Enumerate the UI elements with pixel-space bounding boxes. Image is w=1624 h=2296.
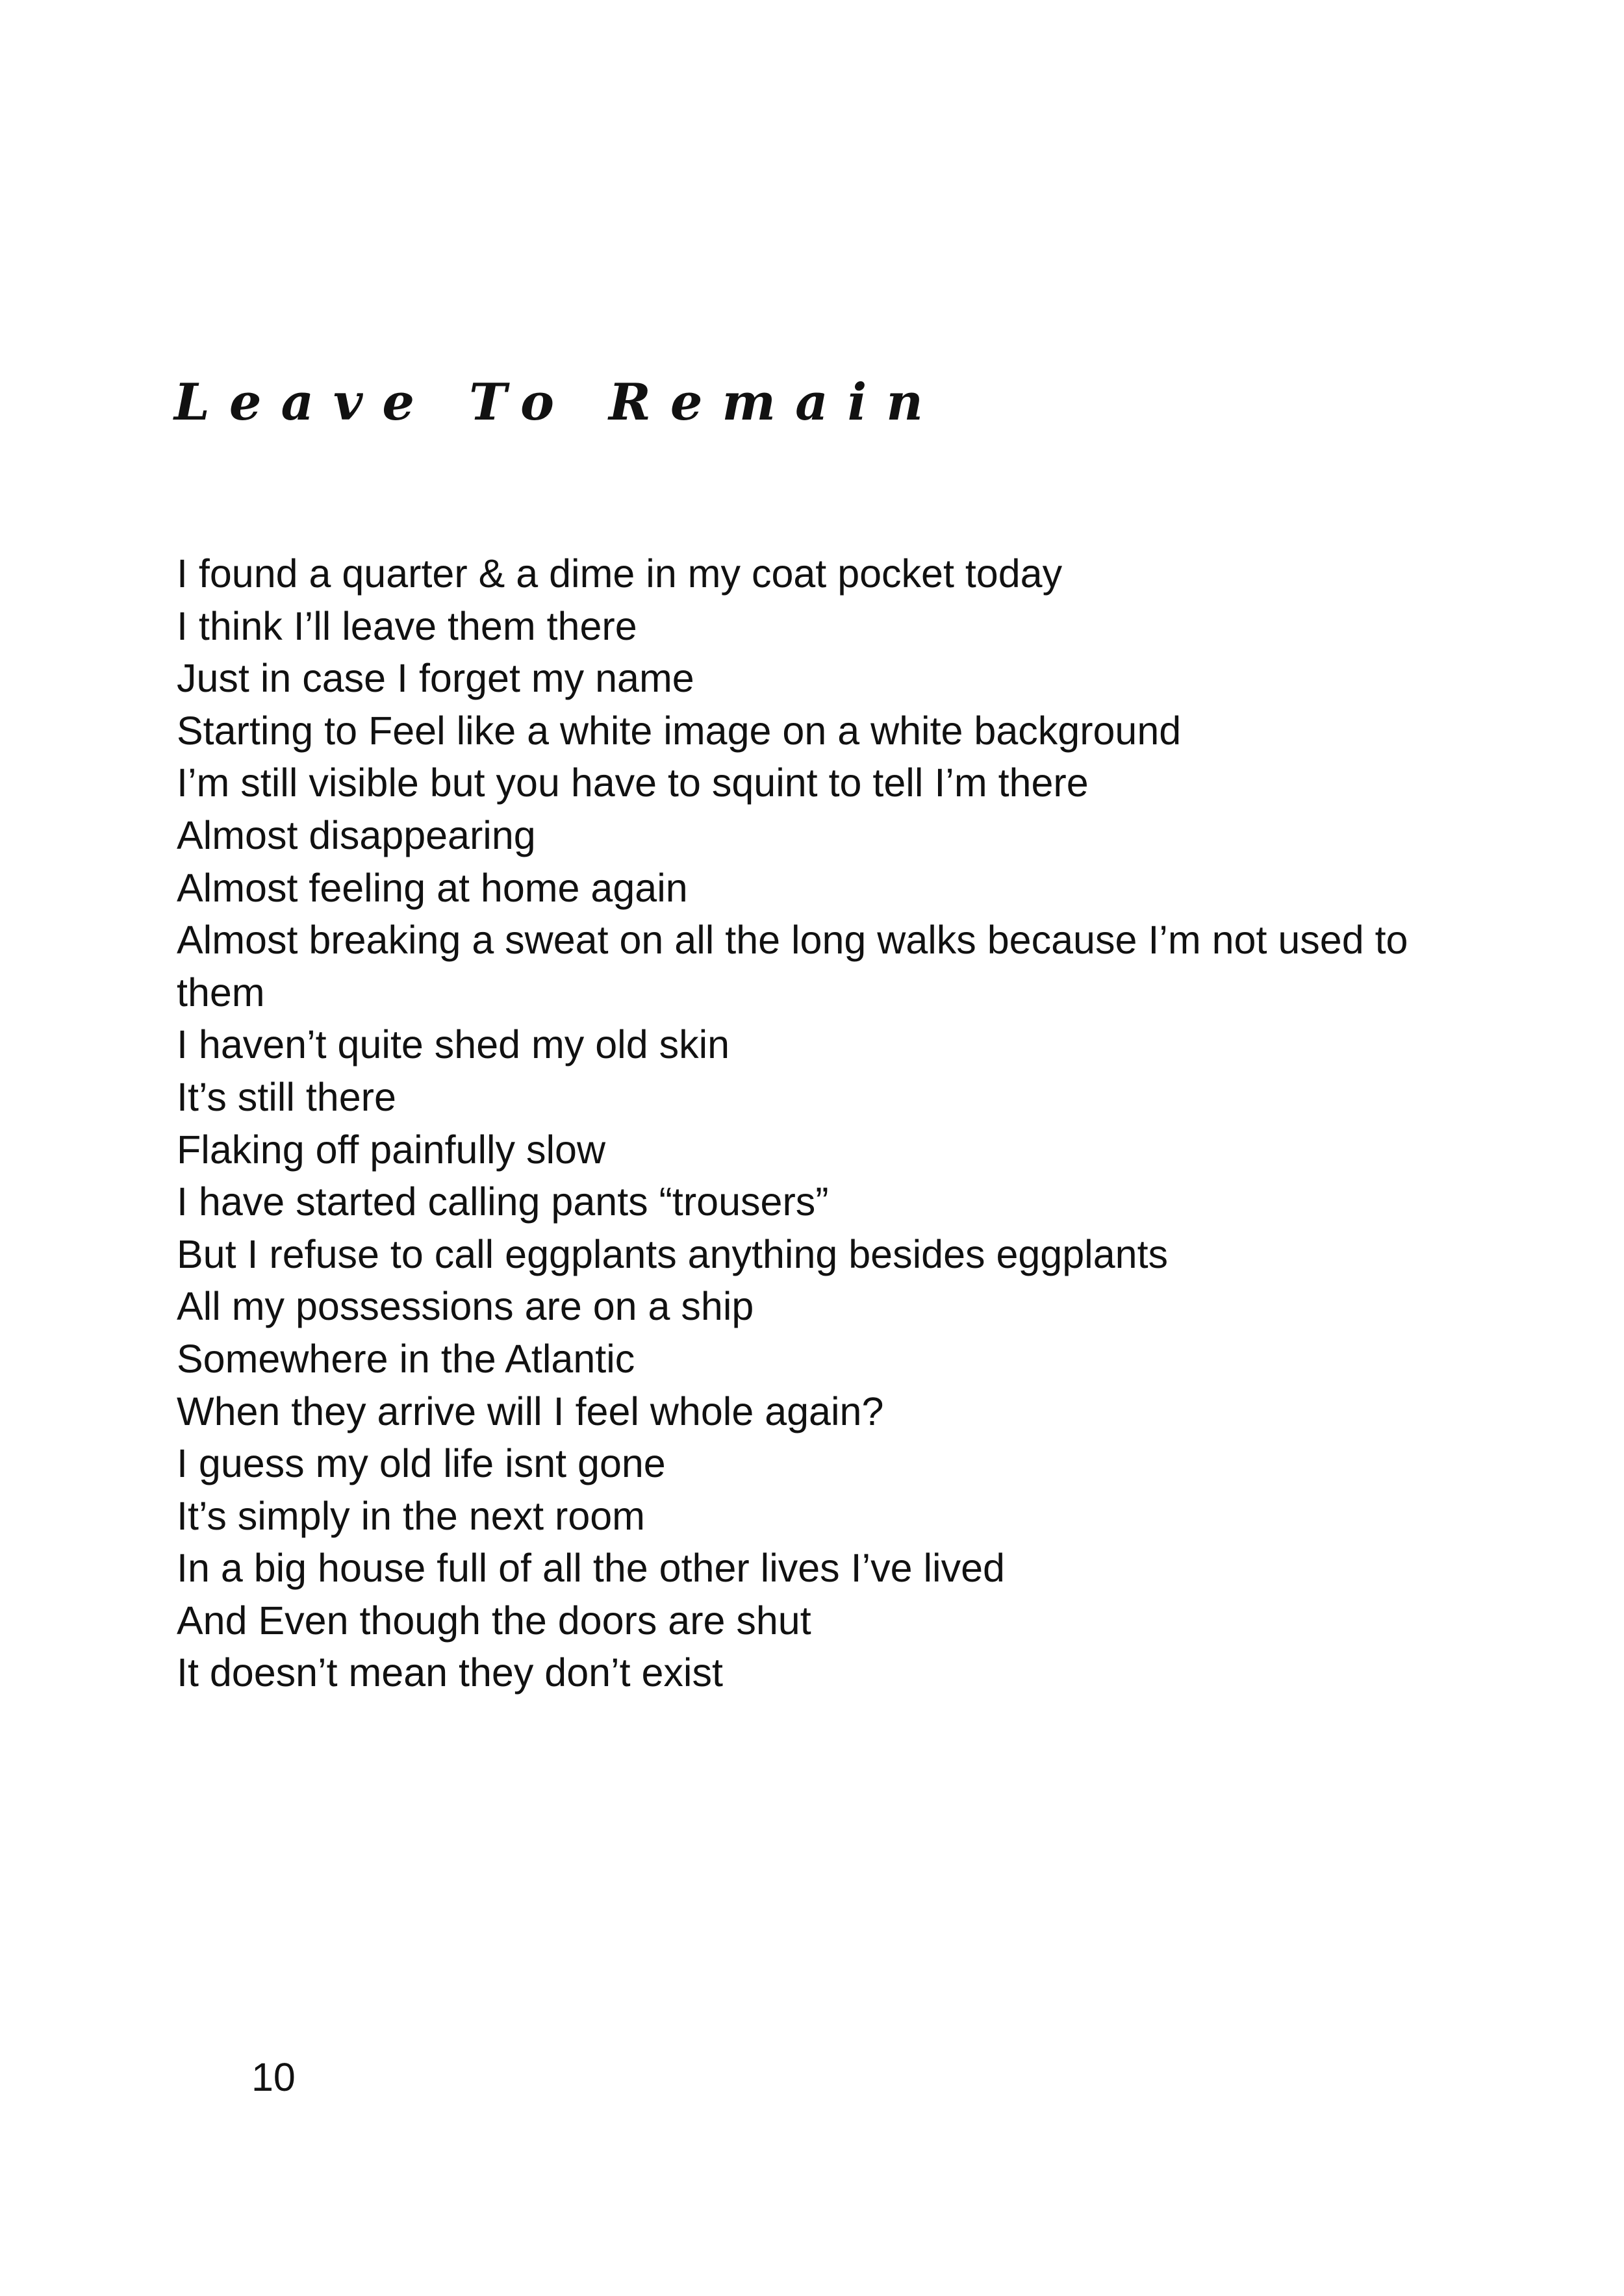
poem-line: It doesn’t mean they don’t exist <box>177 1650 723 1695</box>
poem-title <box>174 364 978 442</box>
poem-line: Flaking off painfully slow <box>177 1127 606 1172</box>
poem-line: I have started calling pants “trousers” <box>177 1180 829 1224</box>
poem-line: Almost breaking a sweat on all the long walks because I’m not used to <box>177 918 1408 963</box>
poem-line: In a big house full of all the other lives I’ve lived <box>177 1546 1005 1591</box>
poem-line: Starting to Feel like a white image on a white background <box>177 708 1182 753</box>
poem-line: All my possessions are on a ship <box>177 1284 754 1329</box>
poem-line: Almost disappearing <box>177 813 536 857</box>
poem-line: Somewhere in the Atlantic <box>177 1336 635 1381</box>
poem-body <box>177 548 1476 1699</box>
poem-line: I guess my old life isnt gone <box>177 1441 666 1486</box>
poem-line: I think I’ll leave them there <box>177 603 637 648</box>
poem-line: It’s still there <box>177 1074 396 1119</box>
poem-line: I’m still visible but you have to squint to tell I’m there <box>177 761 1089 805</box>
poem-line: Almost feeling at home again <box>177 865 688 910</box>
poem-line: Just in case I forget my name <box>177 656 694 701</box>
title-word: Leave <box>174 373 434 432</box>
title-word: Remain <box>609 373 943 432</box>
poem-line: But I refuse to call eggplants anything besides eggplants <box>177 1231 1169 1276</box>
poem-line: And Even though the doors are shut <box>177 1598 811 1643</box>
poem-line: them <box>177 970 265 1015</box>
poem-line: I haven’t quite shed my old skin <box>177 1022 730 1067</box>
poem-line: It’s simply in the next room <box>177 1493 645 1538</box>
poem-line: I found a quarter & a dime in my coat pocket today <box>177 551 1063 596</box>
page-number: 10 <box>251 2055 296 2099</box>
title-word: To <box>468 373 574 432</box>
poem-line: When they arrive will I feel whole again? <box>177 1389 884 1433</box>
